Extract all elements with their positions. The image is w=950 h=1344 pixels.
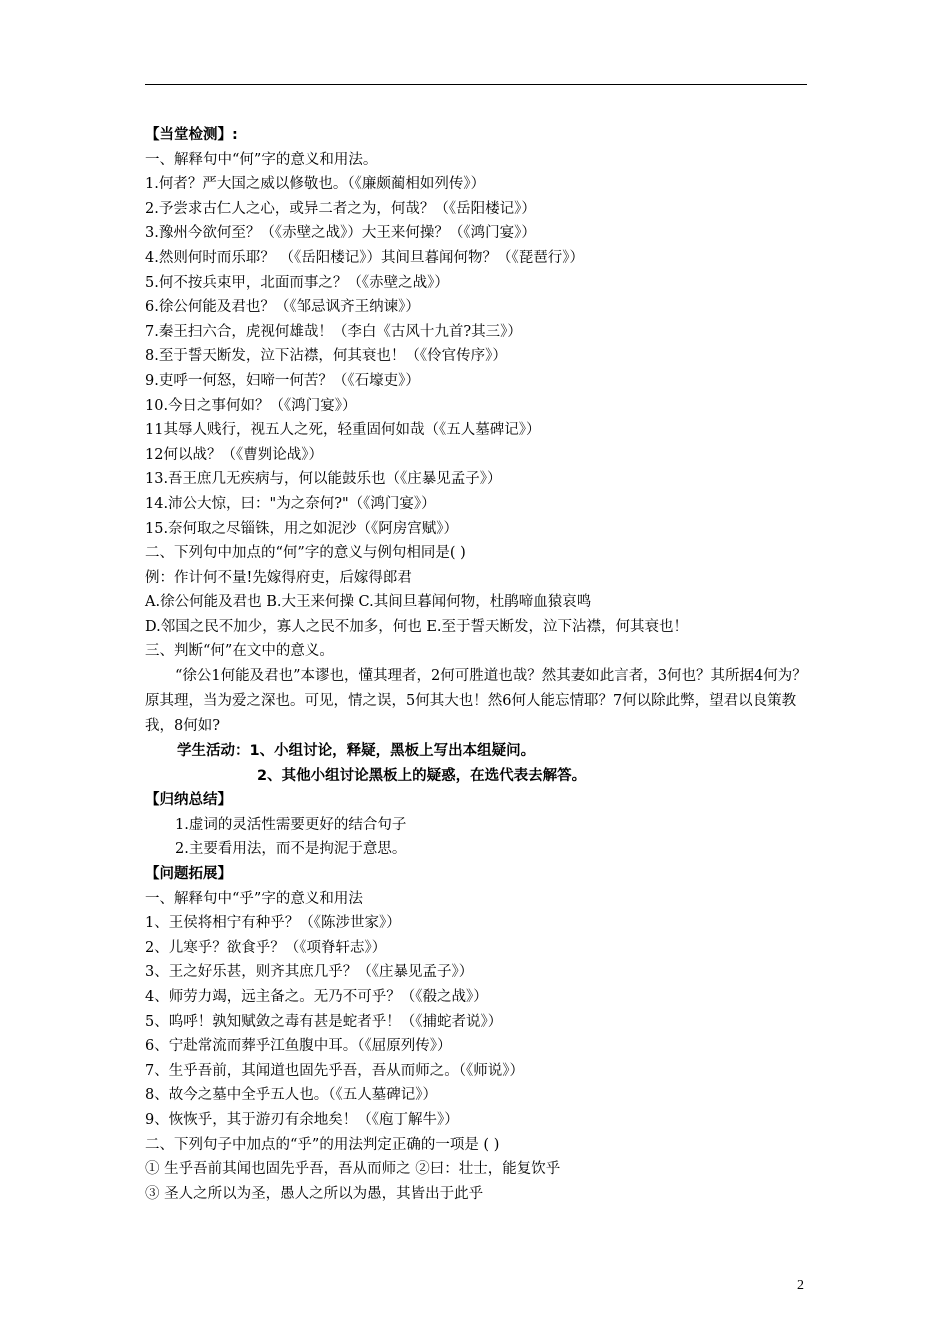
question-3-title: 三、判断“何”在文中的意义。 bbox=[145, 643, 334, 660]
student-activity-2: 2、其他小组讨论黑板上的疑惑，在选代表去解答。 bbox=[257, 767, 587, 784]
section-heading-summary: 【归纳总结】 bbox=[145, 792, 232, 809]
list-item: 6.徐公何能及君也？（《邹忌讽齐王纳谏》） bbox=[145, 299, 420, 316]
question-2-example: 例：作计何不量!先嫁得府吏，后嫁得郎君 bbox=[145, 569, 412, 586]
list-item: 14.沛公大惊，曰："为之奈何?"（《鸿门宴》） bbox=[145, 495, 436, 512]
student-activity-1: 学生活动：1、小组讨论，释疑，黑板上写出本组疑问。 bbox=[177, 743, 536, 760]
list-item: 5、呜呼！孰知赋敛之毒有甚是蛇者乎！（《捕蛇者说》） bbox=[145, 1013, 503, 1030]
list-item: 13.吾王庶几无疾病与，何以能鼓乐也（《庄暴见孟子》） bbox=[145, 471, 502, 488]
list-item: 6、宁赴常流而葬乎江鱼腹中耳。（《屈原列传》） bbox=[145, 1038, 452, 1055]
question-2-title: 二、下列句中加点的“何”字的意义与例句相同是( ) bbox=[145, 545, 466, 562]
list-item: 9、恢恢乎，其于游刃有余地矣！（《庖丁解牛》） bbox=[145, 1111, 459, 1128]
list-item: 8.至于誓天断发，泣下沾襟，何其衰也！（《伶官传序》） bbox=[145, 348, 507, 365]
list-item: 2、儿寒乎？欲食乎？（《项脊轩志》） bbox=[145, 939, 387, 956]
list-item: 9.吏呼一何怒，妇啼一何苦？（《石壕吏》） bbox=[145, 372, 420, 389]
list-item: 4、师劳力竭，远主备之。无乃不可乎？（《殽之战》） bbox=[145, 989, 488, 1005]
extension-question-1-list bbox=[145, 911, 815, 1132]
list-item: 5.何不按兵束甲，北面而事之？（《赤壁之战》） bbox=[145, 274, 449, 291]
question-3-paragraph: “徐公1何能及君也”本谬也，懂其理者，2何可胜道也哉？然其妻如此言者，3何也？其所据4何为？原其理，当为爱之深也。可见，情之误，5何其大也！然6何人能忘情耶？7何以除此弊，望君以良策教我，8何如? bbox=[145, 668, 807, 735]
document-body bbox=[145, 123, 815, 1206]
section-heading-extension: 【问题拓展】 bbox=[145, 866, 232, 883]
question-2-options-1: A.徐公何能及君也 B.大王来何操 C.其间旦暮闻何物，杜鹃啼血猿哀鸣 bbox=[145, 594, 592, 611]
list-item: 8、故今之墓中全乎五人也。（《五人墓碑记》） bbox=[145, 1087, 437, 1104]
list-item: 7、生乎吾前，其闻道也固先乎吾，吾从而师之。（《师说》） bbox=[145, 1062, 524, 1079]
question-1-list bbox=[145, 172, 815, 541]
page-number: 2 bbox=[797, 1278, 804, 1293]
question-1-title: 一、解释句中“何”字的意义和用法。 bbox=[145, 151, 378, 168]
extension-option-line: ③ 圣人之所以为圣，愚人之所以为愚，其皆出于此乎 bbox=[145, 1185, 484, 1202]
list-item: 3.豫州今欲何至？（《赤壁之战》）大王来何操？（《鸿门宴》） bbox=[145, 225, 536, 242]
section-heading-test: 【当堂检测】: bbox=[145, 127, 238, 143]
list-item: 3、王之好乐甚，则齐其庶几乎？（《庄暴见孟子》） bbox=[145, 964, 474, 981]
question-2-options-2: D.邻国之民不加少，寡人之民不加多，何也 E.至于誓天断发，泣下沾襟，何其衰也！ bbox=[145, 618, 689, 635]
extension-option-line: ① 生乎吾前其闻也固先乎吾，吾从而师之 ②曰：壮士，能复饮乎 bbox=[145, 1161, 561, 1178]
list-item: 12何以战？（《曹刿论战》） bbox=[145, 446, 323, 463]
header-rule bbox=[145, 84, 807, 85]
list-item: 4.然则何时而乐耶？ （《岳阳楼记》）其间旦暮闻何物？（《琵琶行》） bbox=[145, 249, 584, 266]
list-item: 2.予尝求古仁人之心，或异二者之为，何哉？（《岳阳楼记》） bbox=[145, 200, 536, 217]
extension-question-2-title: 二、下列句子中加点的“乎”的用法判定正确的一项是 ( ) bbox=[145, 1136, 500, 1153]
list-item: 15.奈何取之尽锱铢，用之如泥沙（《阿房宫赋》） bbox=[145, 520, 459, 537]
list-item: 10.今日之事何如？（《鸿门宴》） bbox=[145, 397, 357, 414]
list-item: 1.何者？严大国之威以修敬也。（《廉颇蔺相如列传》） bbox=[145, 176, 486, 193]
list-item: 1、王侯将相宁有种乎？（《陈涉世家》） bbox=[145, 915, 401, 932]
list-item: 11其辱人贱行，视五人之死，轻重固何如哉（《五人墓碑记》） bbox=[145, 422, 541, 439]
summary-item: 1.虚词的灵活性需要更好的结合句子 bbox=[175, 816, 407, 833]
extension-question-1-title: 一、解释句中“乎”字的意义和用法 bbox=[145, 890, 363, 907]
summary-item: 2.主要看用法，而不是拘泥于意思。 bbox=[175, 841, 407, 858]
list-item: 7.秦王扫六合，虎视何雄哉！（李白《古风十九首?其三》） bbox=[145, 323, 522, 340]
